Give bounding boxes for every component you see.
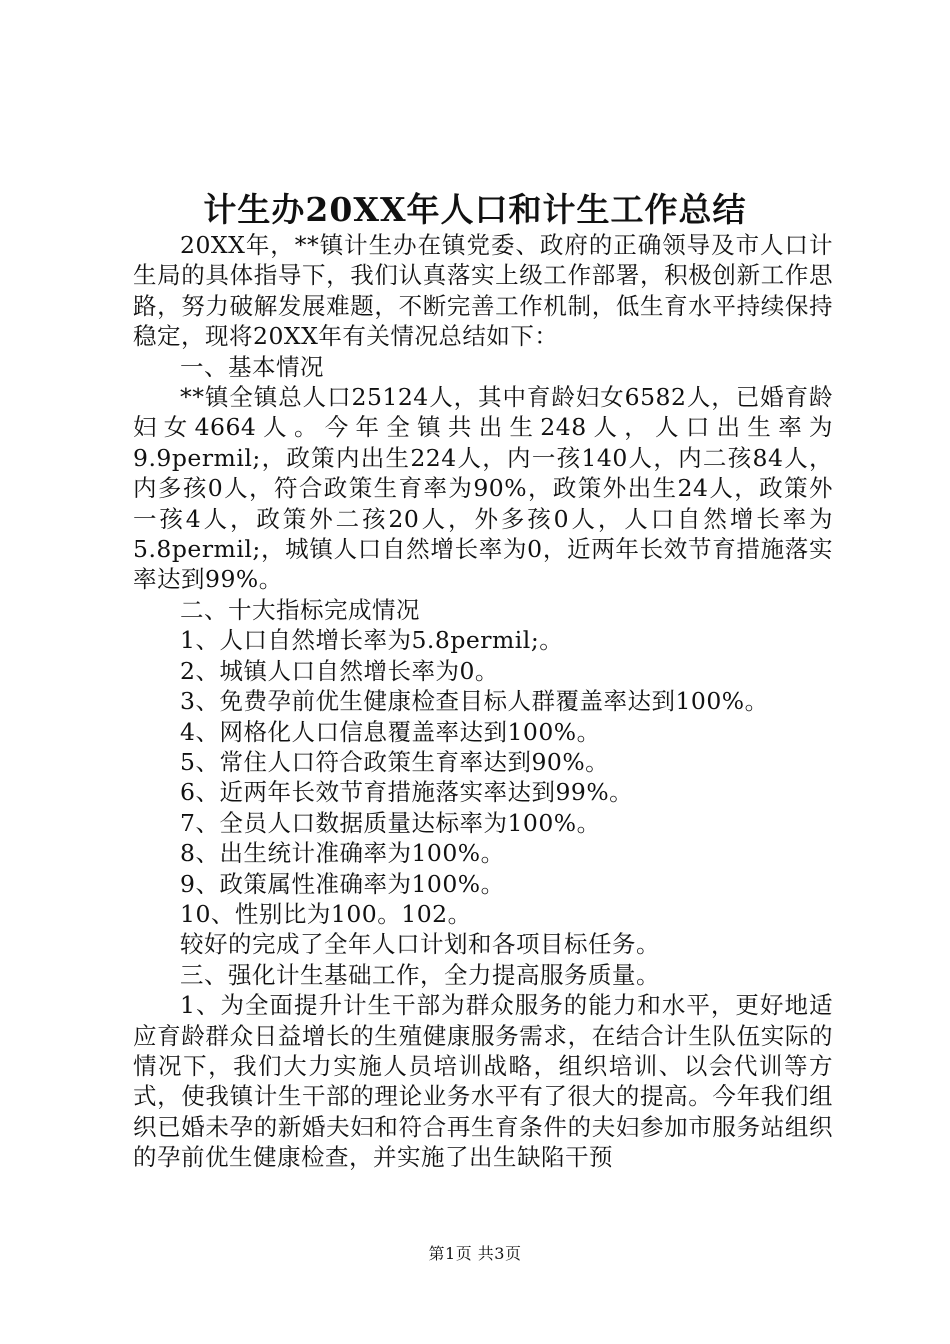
- indicator-item: 4、网格化人口信息覆盖率达到100%。: [180, 717, 601, 746]
- indicator-item: 10、性别比为100。102。: [180, 899, 472, 928]
- indicator-item: 3、免费孕前优生健康检查目标人群覆盖率达到100%。: [180, 687, 769, 716]
- indicator-item: 6、近两年长效节育措施落实率达到99%。: [180, 778, 634, 807]
- document-body: [133, 230, 833, 1173]
- intro-paragraph: 20XX年，**镇计生办在镇党委、政府的正确领导及市人口计生局的具体指导下，我们认真落实上级工作部署，积极创新工作思路，努力破解发展难题，不断完善工作机制，低生育水平持续保持稳定，现将20XX年有关情况总结如下：: [133, 231, 833, 351]
- indicator-item: 9、政策属性准确率为100%。: [180, 869, 505, 898]
- page-number-footer: 第1页 共3页: [428, 1244, 522, 1263]
- section-heading-indicators: 二、十大指标完成情况: [180, 595, 420, 624]
- document-title: 计生办20XX年人口和计生工作总结: [203, 190, 747, 229]
- indicator-item: 2、城镇人口自然增长率为0。: [180, 656, 499, 685]
- section-heading-basic: 一、基本情况: [180, 352, 324, 381]
- section-heading-service: 三、强化计生基础工作，全力提高服务质量。: [180, 960, 660, 989]
- service-paragraph: 1、为全面提升计生干部为群众服务的能力和水平，更好地适应育龄群众日益增长的生殖健康服务需求，在结合计生队伍实际的情况下，我们大力实施人员培训战略，组织培训、以会代训等方式，使我镇计生干部的理论业务水平有了很大的提高。今年我们组织已婚未孕的新婚夫妇和符合再生育条件的夫妇参加市服务站组织的孕前优生健康检查，并实施了出生缺陷干预: [133, 991, 833, 1172]
- indicator-item: 1、人口自然增长率为5.8permil;。: [180, 626, 564, 655]
- basic-info-paragraph: **镇全镇总人口25124人，其中育龄妇女6582人，已婚育龄妇女4664人。今年全镇共出生248人，人口出生率为9.9permil;，政策内出生224人，内一孩140人，内二孩84人，内多孩0人，符合政策生育率为90%，政策外出生24人，政策外一孩4人，政策外二孩20人，外多孩0人，人口自然增长率为5.8permil;，城镇人口自然增长率为0，近两年长效节育措施落实率达到99%。: [133, 383, 833, 594]
- indicator-item: 7、全员人口数据质量达标率为100%。: [180, 808, 601, 837]
- indicator-item: 5、常住人口符合政策生育率达到90%。: [180, 747, 610, 776]
- indicator-item: 8、出生统计准确率为100%。: [180, 839, 505, 868]
- summary-sentence: 较好的完成了全年人口计划和各项目标任务。: [180, 930, 660, 959]
